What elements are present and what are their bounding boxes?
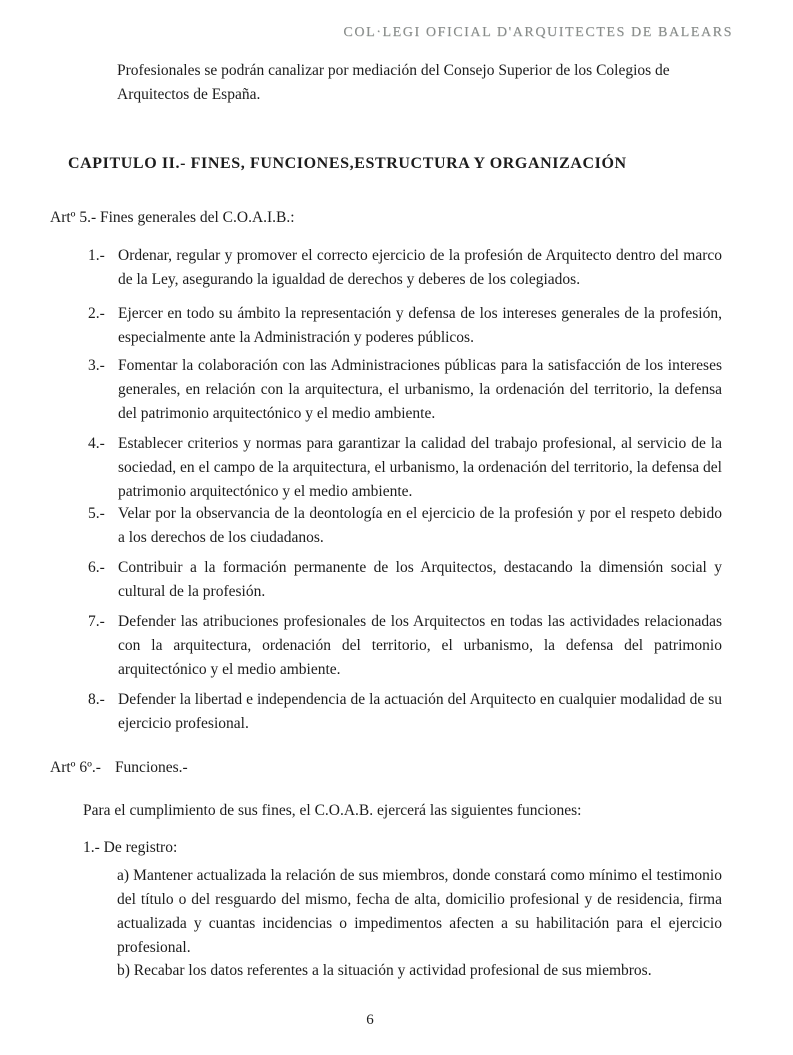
item-number: 8.- bbox=[88, 691, 105, 708]
item-number: 6.- bbox=[88, 559, 105, 576]
page-number: 6 bbox=[366, 1012, 374, 1028]
item-text: Defender la libertad e independencia de la actuación del Arquitecto en cualquier modalidad de su ejercicio profesional. bbox=[118, 691, 722, 732]
article5-item bbox=[88, 502, 722, 550]
article5-item bbox=[88, 302, 722, 350]
item-number: 5.- bbox=[88, 505, 105, 522]
item-number: 7.- bbox=[88, 613, 105, 630]
letterhead-title: COL·LEGI OFICIAL D'ARQUITECTES DE BALEARS bbox=[343, 25, 733, 40]
article6-heading bbox=[50, 756, 188, 780]
item-number: 1.- bbox=[88, 247, 105, 264]
registro-item-a: a) Mantener actualizada la relación de sus miembros, donde constará como mínimo el testimonio del título o del resguardo del mismo, fecha de alta, domicilio profesional y de residencia, firma actualizada y cuantas incidencias o impedimentos afecten a su habilitación para el ejercicio profesional. bbox=[117, 867, 722, 956]
article6-intro: Para el cumplimiento de sus fines, el C.O.A.B. ejercerá las siguientes funciones: bbox=[83, 802, 582, 819]
article5-heading: Artº 5.- Fines generales del C.O.A.I.B.: bbox=[50, 209, 295, 226]
intro-paragraph: Profesionales se podrán canalizar por mediación del Consejo Superior de los Colegios de Arquitectos de España. bbox=[117, 62, 670, 103]
item-text: Fomentar la colaboración con las Administraciones públicas para la satisfacción de los intereses generales, en relación con la arquitectura, el urbanismo, la ordenación del territorio, la defensa del patrimonio arquitectónico y el medio ambiente. bbox=[118, 357, 722, 422]
registro-item-b: b) Recabar los datos referentes a la situación y actividad profesional de sus miembros. bbox=[117, 962, 652, 979]
item-number: 2.- bbox=[88, 305, 105, 322]
registro-section-heading: 1.- De registro: bbox=[83, 839, 178, 856]
article5-item bbox=[88, 556, 722, 604]
article5-item bbox=[88, 688, 722, 736]
article5-item bbox=[88, 432, 722, 504]
article5-item bbox=[88, 244, 722, 292]
item-text: Establecer criterios y normas para garantizar la calidad del trabajo profesional, al servicio de la sociedad, en el campo de la arquitectura, el urbanismo, la ordenación del territorio, la defensa del patrimonio arquitectónico y el medio ambiente. bbox=[118, 435, 722, 500]
item-text: Velar por la observancia de la deontología en el ejercicio de la profesión y por el respeto debido a los derechos de los ciudadanos. bbox=[118, 505, 722, 546]
item-number: 3.- bbox=[88, 357, 105, 374]
item-text: Defender las atribuciones profesionales de los Arquitectos en todas las actividades relacionadas con la arquitectura, ordenación del territorio, el urbanismo, la defensa del patrimonio arquitectónico y el medio ambiente. bbox=[118, 613, 722, 678]
item-text: Ejercer en todo su ámbito la representación y defensa de los intereses generales de la profesión, especialmente ante la Administración y poderes públicos. bbox=[118, 305, 722, 346]
article5-item bbox=[88, 354, 722, 426]
item-text: Contribuir a la formación permanente de los Arquitectos, destacando la dimensión social y cultural de la profesión. bbox=[118, 559, 722, 600]
item-number: 4.- bbox=[88, 435, 105, 452]
article6-heading-prefix: Artº 6º.- bbox=[50, 759, 101, 776]
item-text: Ordenar, regular y promover el correcto ejercicio de la profesión de Arquitecto dentro del marco de la Ley, asegurando la igualdad de derechos y deberes de los colegiados. bbox=[118, 247, 722, 288]
article6-heading-label: Funciones.- bbox=[114, 759, 188, 776]
chapter-title: CAPITULO II.- FINES, FUNCIONES,ESTRUCTURA Y ORGANIZACIÓN bbox=[68, 155, 627, 172]
article5-item bbox=[88, 610, 722, 682]
